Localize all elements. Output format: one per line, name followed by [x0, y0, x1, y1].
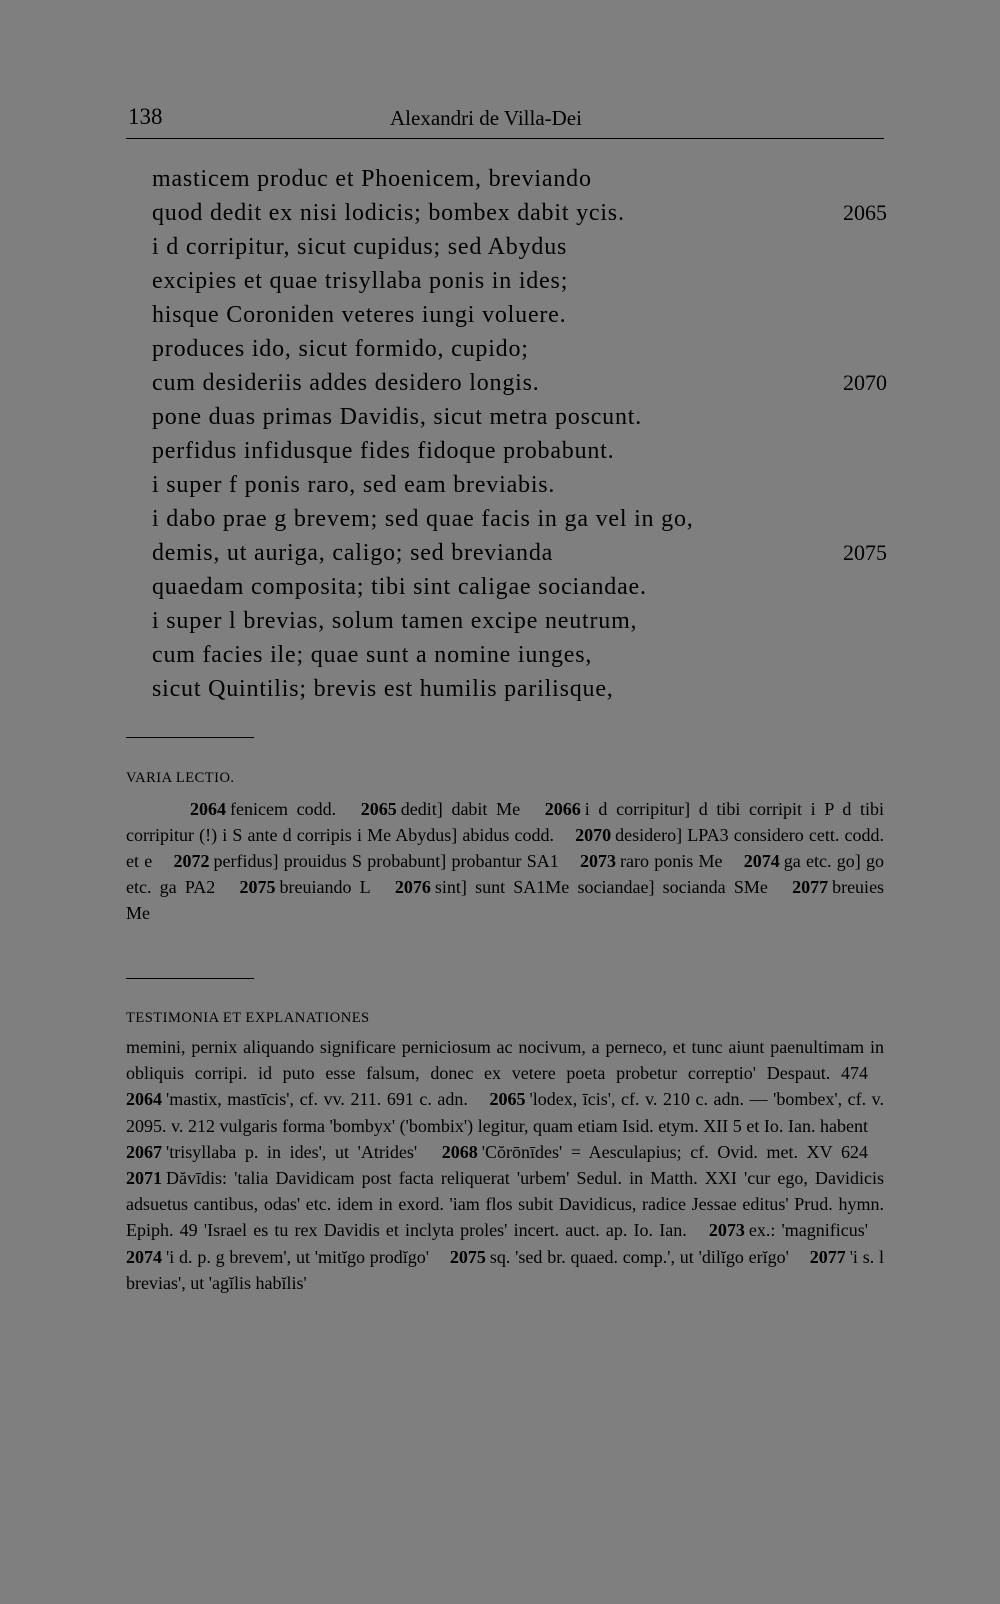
apparatus-rule	[126, 737, 254, 738]
note-text: fenicem codd.	[230, 799, 337, 819]
verse-text: produces ido, sicut formido, cupido;	[152, 336, 529, 362]
verse-line	[152, 298, 887, 332]
testimonia-entry	[126, 1247, 429, 1267]
verse-line	[152, 468, 887, 502]
verse-text: i dabo prae g brevem; sed quae facis in ga vel in go,	[152, 506, 694, 532]
verse-line	[152, 672, 887, 706]
note-lemma: 2066	[544, 799, 581, 819]
testimonia-rule	[126, 978, 254, 979]
note-lemma: 2070	[575, 825, 612, 845]
apparatus-note	[190, 799, 336, 819]
entry-text: 'i s. l brevias', ut 'agĭlis habĭlis'	[126, 1246, 885, 1293]
note-lemma: 2064	[190, 799, 226, 819]
testimonia-entry	[442, 1142, 868, 1162]
entry-lemma: 2074	[126, 1246, 162, 1267]
verse-text: i super l brevias, solum tamen excipe neutrum,	[152, 608, 638, 634]
line-number: 2070	[843, 370, 887, 395]
verse-line	[152, 230, 887, 264]
entry-text: 'trisyllaba p. in ides', ut 'Atrides'	[166, 1141, 418, 1162]
verse-text: pone duas primas Davidis, sicut metra poscunt.	[152, 404, 643, 430]
note-text: i d corripitur] d tibi corripit i P d tibi corripitur (!) i S ante d corripis i Me Abydus] abidus codd.	[126, 799, 885, 845]
entry-lemma: 2065	[489, 1089, 526, 1110]
testimonia-entry	[126, 1089, 468, 1109]
page-number: 138	[128, 104, 163, 129]
entry-text: ex.: 'magnificus'	[748, 1220, 869, 1241]
header-rule	[126, 138, 884, 139]
verse-line	[152, 366, 887, 400]
note-text: breuiando L	[279, 877, 371, 897]
testimonia-entry	[709, 1220, 868, 1240]
verse-line	[152, 332, 887, 366]
entry-lemma: 2075	[449, 1246, 486, 1267]
note-text: desidero] LPA3 considero cett. codd. et e	[126, 825, 885, 871]
verse-line	[152, 196, 887, 230]
entry-text: sq. 'sed br. quaed. comp.', ut 'dilĭgo erĭgo'	[489, 1246, 789, 1267]
entry-lemma: 2067	[126, 1141, 162, 1162]
note-text: sint] sunt SA1Me sociandae] socianda SMe	[434, 877, 768, 897]
verse-line	[152, 264, 887, 298]
note-lemma: 2065	[360, 799, 397, 819]
testimonia-intro: memini, pernix aliquando significare perniciosum ac nocivum, a perneco, et tunc aiunt paenultimam in obliquis corripi. id puto esse falsum, donec ex vetere poeta probetur correptio' Despaut. 474	[126, 1037, 884, 1084]
entry-text: Dăvīdis: 'talia Davidicam post facta reliquerat 'urbem' Sedul. in Matth. XXI 'cur ego, Davidicis adsuetus cantibus, odas' etc. idem in exord. 'iam flos subit Davidicus, radice Jessae editus' Prud. hymn. Epiph. 49 'Israel es tu rex Davidis et inclyta proles' incert. auct. ap. Io. Ian.	[126, 1168, 884, 1241]
entry-text: 'lodex, īcis', cf. v. 210 c. adn. — 'bombex', cf. v. 2095. v. 212 vulgaris forma 'bombyx' ('bombix') legitur, quam etiam Isid. etym. XII 5 et Io. Ian. habent	[126, 1089, 885, 1136]
note-text: breuies Me	[126, 877, 885, 923]
note-lemma: 2072	[173, 851, 210, 871]
testimonia-entry	[450, 1247, 789, 1267]
note-lemma: 2076	[394, 877, 431, 897]
verse-line	[152, 400, 887, 434]
verse-text: hisque Coroniden veteres iungi voluere.	[152, 302, 567, 328]
apparatus-note	[580, 851, 723, 871]
note-text: perfidus] prouidus S probabunt] probantur SA1	[213, 851, 559, 871]
verse-text: perfidus infidusque fides fidoque probabunt.	[152, 438, 615, 464]
running-title: Alexandri de Villa-Dei	[390, 106, 582, 130]
verse-text: masticem produc et Phoenicem, breviando	[152, 166, 592, 192]
note-lemma: 2075	[239, 877, 276, 897]
entry-lemma: 2068	[441, 1141, 478, 1162]
note-lemma: 2073	[580, 851, 617, 871]
verse-text: excipies et quae trisyllaba ponis in ides;	[152, 268, 569, 294]
verse-text: sicut Quintilis; brevis est humilis parilisque,	[152, 676, 614, 702]
entry-text: 'i d. p. g brevem', ut 'mitĭgo prodĭgo'	[166, 1246, 430, 1267]
line-number: 2075	[843, 540, 887, 565]
testimonia-heading: TESTIMONIA ET EXPLANATIONES	[126, 1010, 370, 1026]
entry-text: 'Cŏrōnīdes' = Aesculapius; cf. Ovid. met. XV 624	[481, 1141, 868, 1162]
note-text: dedit] dabit Me	[400, 799, 521, 819]
varia-lectio-heading: VARIA LECTIO.	[126, 770, 235, 786]
verse-line	[152, 434, 887, 468]
verse-line	[152, 638, 887, 672]
entry-lemma: 2077	[809, 1246, 846, 1267]
verse-text: quod dedit ex nisi lodicis; bombex dabit ycis.	[152, 200, 625, 226]
entry-text: 'mastix, mastīcis', cf. vv. 211. 691 c. adn.	[166, 1089, 468, 1110]
note-lemma: 2077	[792, 877, 829, 897]
verse-line	[152, 536, 887, 570]
verse-text: cum desideriis addes desidero longis.	[152, 370, 540, 396]
verse-line	[152, 162, 887, 196]
note-lemma: 2074	[743, 851, 780, 871]
verse-text: quaedam composita; tibi sint caligae sociandae.	[152, 574, 647, 600]
entry-lemma: 2073	[708, 1220, 745, 1241]
verse-text: i d corripitur, sicut cupidus; sed Abydus	[152, 234, 568, 260]
verse-text: demis, ut auriga, caligo; sed brevianda	[152, 540, 554, 566]
note-text: ga etc. go] go etc. ga PA2	[126, 851, 885, 897]
entry-lemma: 2071	[126, 1168, 162, 1189]
apparatus-note	[361, 799, 520, 819]
poem	[152, 162, 887, 706]
verse-text: i super f ponis raro, sed eam breviabis.	[152, 472, 556, 498]
verse-text: cum facies ile; quae sunt a nomine iunges,	[152, 642, 593, 668]
verse-line	[152, 604, 887, 638]
entry-lemma: 2064	[126, 1089, 162, 1110]
line-number: 2065	[843, 200, 887, 225]
apparatus-note	[395, 877, 768, 897]
apparatus-note	[239, 877, 370, 897]
note-text: raro ponis Me	[620, 851, 723, 871]
apparatus-note	[174, 851, 559, 871]
testimonia-entry	[126, 1142, 417, 1162]
testimonia	[126, 1034, 884, 1296]
verse-line	[152, 570, 887, 604]
varia-lectio	[126, 796, 884, 926]
verse-line	[152, 502, 887, 536]
